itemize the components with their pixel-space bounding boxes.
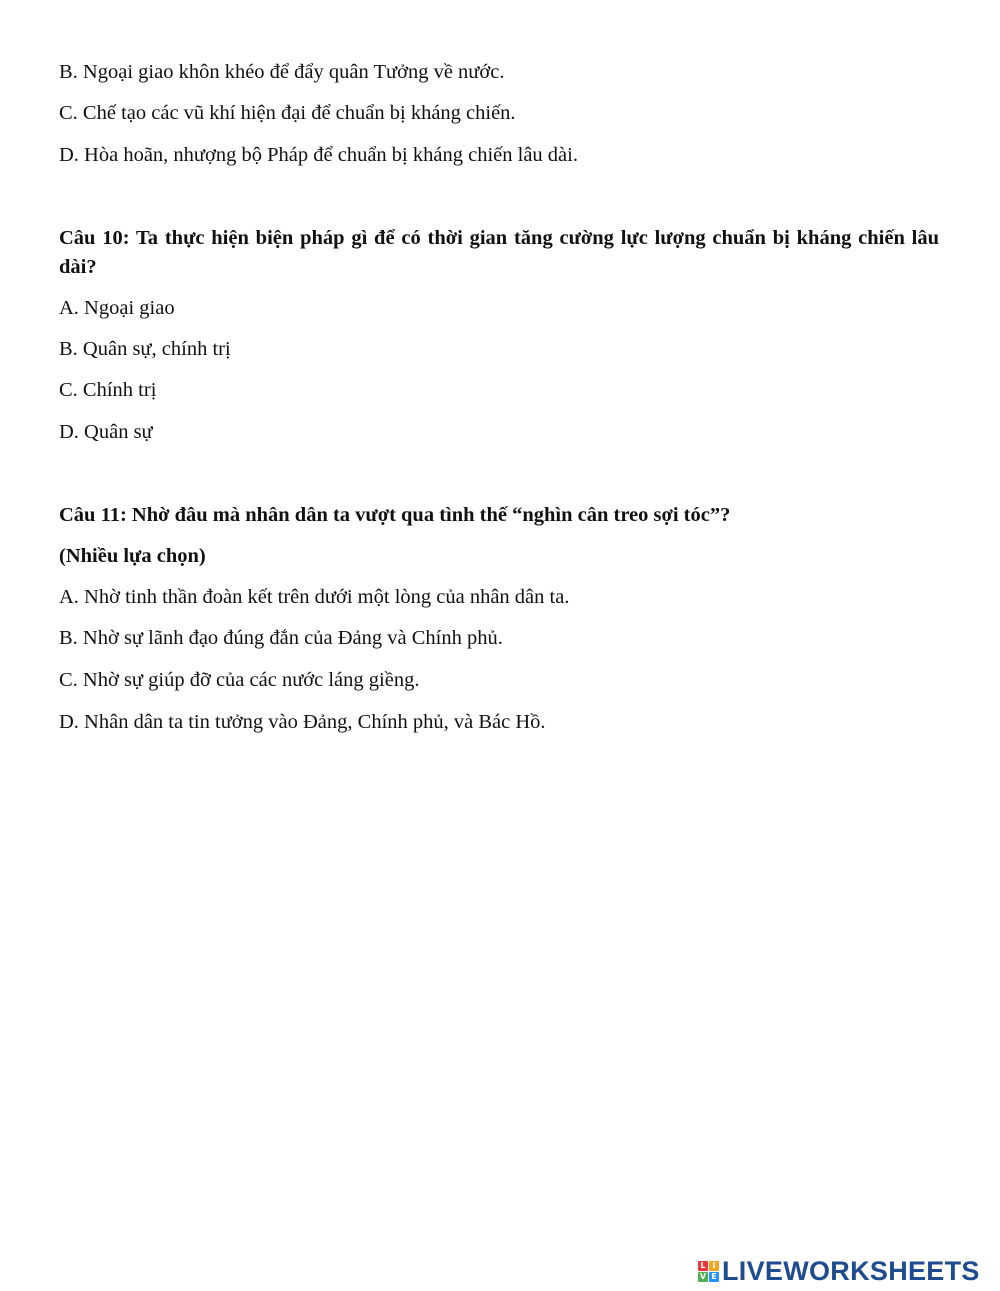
q11-title: Câu 11: Nhờ đâu mà nhân dân ta vượt qua tình thế “nghìn cân treo sợi tóc”? — [59, 504, 731, 526]
q9-option-d: D. Hòa hoãn, nhượng bộ Pháp để chuẩn bị kháng chiến lâu dài. — [59, 144, 578, 166]
q11-option-d: D. Nhân dân ta tin tưởng vào Đảng, Chính phủ, và Bác Hồ. — [59, 711, 546, 733]
q9-option-b: B. Ngoại giao khôn khéo để đẩy quân Tưởng về nước. — [59, 61, 505, 83]
q10-option-d: D. Quân sự — [59, 421, 153, 443]
logo-mark-i: I — [709, 1261, 719, 1271]
q10-option-b: B. Quân sự, chính trị — [59, 338, 231, 360]
logo-mark-e: E — [709, 1272, 719, 1282]
logo-mark-icon — [698, 1261, 719, 1282]
q10-option-a: A. Ngoại giao — [59, 297, 175, 319]
logo-mark-l: L — [698, 1261, 708, 1271]
q9-option-c: C. Chế tạo các vũ khí hiện đại để chuẩn bị kháng chiến. — [59, 102, 516, 124]
q11-note: (Nhiều lựa chọn) — [59, 545, 206, 567]
q10-title: Câu 10: Ta thực hiện biện pháp gì để có thời gian tăng cường lực lượng chuẩn bị kháng chiến lâu dài? — [59, 227, 939, 278]
liveworksheets-logo — [698, 1257, 980, 1285]
logo-mark-v: V — [699, 1271, 707, 1281]
logo-text: LIVEWORKSHEETS — [722, 1256, 980, 1286]
q11-option-a: A. Nhờ tinh thần đoàn kết trên dưới một lòng của nhân dân ta. — [59, 586, 570, 608]
q11-option-c: C. Nhờ sự giúp đỡ của các nước láng giềng. — [59, 669, 420, 691]
q11-option-b: B. Nhờ sự lãnh đạo đúng đắn của Đảng và Chính phủ. — [59, 627, 503, 649]
q10-option-c: C. Chính trị — [59, 379, 157, 401]
